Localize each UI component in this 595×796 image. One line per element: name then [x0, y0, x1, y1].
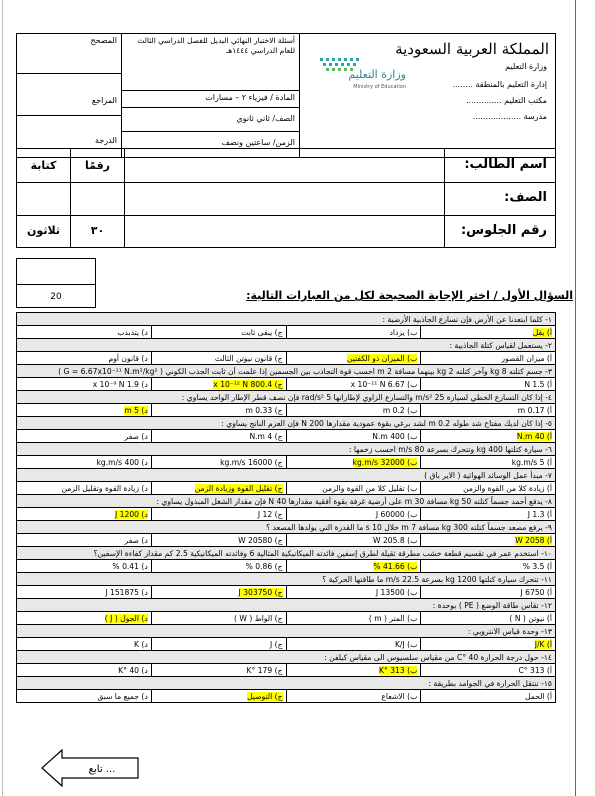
question-row	[17, 651, 556, 664]
exam-year: للعام الدراسي ١٤٤٤هـ	[226, 46, 295, 55]
option-text: ج) 12 J	[257, 509, 283, 519]
option-text: د) صفر	[124, 535, 148, 545]
option-text: د) 1.9 x 10⁻⁹ N	[92, 379, 148, 389]
digits-header: رقمًا	[71, 149, 125, 182]
student-info-box	[16, 148, 556, 248]
question-row	[17, 469, 556, 482]
option-text: ب) 205.8 W	[373, 535, 418, 545]
school-line: مدرسة ...................	[472, 112, 547, 121]
option-text: ب) الاشعاع	[381, 691, 418, 701]
option-text: ب) 13500 J	[375, 587, 418, 597]
highlighted-answer: د) الجول ( J )	[104, 613, 148, 623]
class-cell	[122, 108, 299, 132]
page-edge-right	[575, 0, 576, 796]
name-field[interactable]	[125, 149, 445, 182]
question-text: ٣- جسم كتلته 8 kg وآخر كتلته 2 kg بينهما مسافة 2 m احسب قوة التجاذب بين الجسمين إذا علمت أن ثابت الجذب الكوني ( G = 6.67x10⁻¹¹ N.m²/kg² )	[17, 365, 556, 378]
question-text: ١٢- تقاس طاقة الوضع ( PE ) بوحدة :	[17, 599, 556, 612]
question-text: ١١- تتحرك سيارة كتلتها 1200 kg بسرعة 22.5 m/s ما طاقتها الحركية ؟	[17, 573, 556, 586]
answer-option[interactable]	[151, 378, 286, 391]
question-row	[17, 547, 556, 560]
answer-option[interactable]	[421, 352, 556, 365]
option-text: أ) 1.5 N	[524, 379, 552, 389]
question-row	[17, 521, 556, 534]
answer-option[interactable]	[151, 404, 286, 417]
logo-english-text: Ministry of Education	[353, 84, 406, 90]
answer-option[interactable]	[421, 430, 556, 443]
answer-option[interactable]	[421, 508, 556, 521]
seat-field[interactable]	[125, 215, 445, 247]
question-row	[17, 391, 556, 404]
question-row	[17, 443, 556, 456]
answer-option[interactable]	[421, 482, 556, 495]
ministry-line: وزارة التعليم	[505, 62, 547, 71]
question-text: ٢- يستعمل لقياس كتلة الجاذبية :	[17, 339, 556, 352]
highlighted-answer: ب) 41.66 %	[373, 561, 418, 571]
office-line: مكتب التعليم ..............	[466, 96, 547, 105]
answer-option[interactable]	[286, 326, 421, 339]
answer-option[interactable]	[151, 690, 286, 703]
corrector-cell	[17, 34, 121, 74]
question-text: ٦- سيارة كتلتها 400 kg وتتحرك بسرعة 80 m/s احسب زخمها :	[17, 443, 556, 456]
corrector-label: المصحح	[90, 36, 117, 45]
answer-option[interactable]	[286, 612, 421, 625]
answer-options-row	[17, 326, 556, 339]
answer-options-row	[17, 404, 556, 417]
reviewer-cell	[17, 74, 121, 116]
digits-blank	[71, 182, 125, 215]
answer-options-row	[17, 534, 556, 547]
answer-option[interactable]	[17, 586, 152, 599]
option-text: ب) 6.67 x 10⁻¹¹ N	[350, 379, 418, 389]
answer-option[interactable]	[17, 378, 152, 391]
words-header: كتابة	[17, 149, 71, 182]
answer-option[interactable]	[151, 612, 286, 625]
question-row	[17, 313, 556, 326]
highlighted-answer: د) 1200 J	[114, 509, 148, 519]
answer-options-row	[17, 508, 556, 521]
option-text: د) قانون أوم	[108, 353, 148, 363]
answer-option[interactable]	[151, 534, 286, 547]
questions-table	[16, 312, 556, 703]
question-text: ٩- يرفع مصعد جسماً كتلته 300 kg مسافة 7 m خلال 10 s ما القدرة التي يولدها المصعد ؟	[17, 521, 556, 534]
option-text: ج) الواط ( W )	[234, 613, 283, 623]
highlighted-answer: ج) تقليل القوة وزيادة الزمن	[194, 483, 283, 493]
answer-option[interactable]	[421, 638, 556, 651]
answer-option[interactable]	[17, 482, 152, 495]
answer-option[interactable]	[286, 534, 421, 547]
highlighted-answer: أ) يقل	[532, 327, 552, 337]
question-text: ١٥- تنتقل الحرارة في الجوامد بطريقة :	[17, 677, 556, 690]
highlighted-answer: ب) 32000 kg.m/s	[352, 457, 418, 467]
header-exam-info	[122, 34, 300, 157]
highlighted-answer: أ) J/K	[534, 639, 552, 649]
highlighted-answer: ج) 303750 J	[238, 587, 283, 597]
option-text: د) زيادة القوة وتقليل الزمن	[61, 483, 148, 493]
option-text: ج) 179 °K	[246, 665, 283, 675]
option-text: أ) 1.3 J	[527, 509, 552, 519]
option-text: أ) 6750 J	[520, 587, 552, 597]
option-text: د) جميع ما سبق	[97, 691, 148, 701]
option-text: د) صفر	[124, 431, 148, 441]
highlighted-answer: أ) 40 N.m	[516, 431, 552, 441]
answer-options-row	[17, 586, 556, 599]
option-text: د) 0.41 %	[112, 561, 148, 571]
highlighted-answer: ج) 800.4 x 10⁻¹² N	[213, 379, 283, 389]
answer-option[interactable]	[421, 664, 556, 677]
header-grading-column	[17, 34, 122, 157]
answer-option[interactable]	[151, 482, 286, 495]
header-ministry	[300, 34, 555, 157]
answer-option[interactable]	[17, 612, 152, 625]
exam-header	[16, 33, 556, 158]
answer-option[interactable]	[17, 430, 152, 443]
answer-option[interactable]	[421, 612, 556, 625]
answer-options-row	[17, 638, 556, 651]
question-row	[17, 625, 556, 638]
exam-title-cell	[122, 34, 299, 74]
answer-option[interactable]	[421, 690, 556, 703]
answer-option[interactable]	[17, 638, 152, 651]
option-text: د) 400 kg.m/s	[96, 457, 148, 467]
question-text: ١٣- وحدة قياس الانتروبي :	[17, 625, 556, 638]
student-seat-row	[17, 215, 555, 247]
answer-option[interactable]	[286, 378, 421, 391]
question-text: ١٠- استخدم عمر في تقسيم قطعة خشب مطرقة ثقيلة لطرق إسفين فائدته الميكانيكية المثالية 6 وفائدته الميكانيكية 2.5 كم مقدار كفاءة الإسفين؟	[17, 547, 556, 560]
question-row	[17, 495, 556, 508]
option-text: د) يتذبذب	[117, 327, 148, 337]
answer-option[interactable]	[421, 326, 556, 339]
answer-option[interactable]	[151, 430, 286, 443]
class-label: الصف/ ثاني ثانوي	[236, 114, 295, 123]
option-text: ب) المتر ( m )	[368, 613, 418, 623]
answer-option[interactable]	[17, 326, 152, 339]
option-text: ج) 0.33 m	[245, 405, 283, 415]
option-text: ب) 60000 J	[375, 509, 418, 519]
answer-options-row	[17, 690, 556, 703]
option-text: ج) 16000 kg.m/s	[220, 457, 283, 467]
question-row	[17, 599, 556, 612]
option-text: ج) 4 N.m	[249, 431, 283, 441]
student-class-label: الصف:	[504, 190, 547, 205]
department-line: إدارة التعليم بالمنطقة ........	[452, 80, 547, 89]
question-text: ١٤- حول درجة الحرارة 40 °C من مقياس سلسيوس الى مقياس كيلفن :	[17, 651, 556, 664]
answer-options-row	[17, 456, 556, 469]
answer-options-row	[17, 560, 556, 573]
student-name-label: اسم الطالب:	[464, 157, 547, 172]
seat-number-label: رقم الجلوس:	[460, 223, 547, 238]
answer-options-row	[17, 612, 556, 625]
option-text: أ) 3.5 %	[522, 561, 552, 571]
option-text: ب) تقليل كلا من القوة والزمن	[322, 483, 418, 493]
grade-in-digits: ٣٠	[71, 215, 125, 247]
highlighted-answer: أ) 2058 W	[515, 535, 552, 545]
answer-option[interactable]	[421, 456, 556, 469]
option-text: د) 151875 J	[105, 587, 148, 597]
answer-option[interactable]	[286, 690, 421, 703]
answer-option[interactable]	[151, 560, 286, 573]
answer-options-row	[17, 430, 556, 443]
option-text: أ) نيوتن ( N )	[509, 613, 552, 623]
answer-option[interactable]	[151, 508, 286, 521]
option-text: ب) 400 N.m	[372, 431, 418, 441]
score-total: 20	[50, 292, 62, 302]
answer-option[interactable]	[17, 456, 152, 469]
highlighted-answer: ب) 313 °K	[379, 665, 418, 675]
option-text: أ) 313 °C	[518, 665, 552, 675]
highlighted-answer: ج) التوصيل	[247, 691, 283, 701]
grade-in-words: ثلاثون	[17, 215, 71, 247]
answer-option[interactable]	[17, 560, 152, 573]
question-text: ٤- إذا كان التسارع الخطي لسيارة 25 m/s² والتسارع الزاوي لإطاراتها 5 rad/s² فإن نصف قطر الإطار الواحد يساوي :	[17, 391, 556, 404]
answer-option[interactable]	[151, 456, 286, 469]
option-text: أ) 0.17 m	[517, 405, 552, 415]
words-blank	[17, 182, 71, 215]
continue-label: تابع ...	[88, 764, 116, 775]
option-text: د) K	[134, 639, 148, 649]
answer-options-row	[17, 378, 556, 391]
answer-option[interactable]	[286, 430, 421, 443]
answer-option[interactable]	[17, 508, 152, 521]
answer-option[interactable]	[421, 534, 556, 547]
question-text: ٨- يدفع أحمد جسماً كتلته 50 kg مسافة 30 m على أرضية غرفة بقوة أفقية مقدارها 40 N فإن مقدار الشغل المبذول يساوي :	[17, 495, 556, 508]
question-text: ٥- إذا كان لديك مفتاح شد طوله 0.2 m لشد برغي بقوة عمودية مقدارها 200 N فإن العزم الناتج يساوي :	[17, 417, 556, 430]
score-earned-cell	[17, 259, 95, 285]
option-text: أ) ميزان القصور	[501, 353, 552, 363]
answer-option[interactable]	[286, 508, 421, 521]
answer-option[interactable]	[286, 664, 421, 677]
question-row	[17, 677, 556, 690]
grade-label: الدرجة	[95, 136, 117, 145]
option-text: ب) K/J	[394, 639, 418, 649]
answer-options-row	[17, 482, 556, 495]
option-text: أ) 5 kg.m/s	[511, 457, 552, 467]
question-row	[17, 365, 556, 378]
ministry-of-education-logo	[310, 52, 410, 92]
question-one-title: السؤال الأول / اختر الإجابة الصحيحة لكل من العبارات التالية:	[246, 289, 573, 302]
question-score-box	[16, 258, 96, 308]
answer-option[interactable]	[421, 378, 556, 391]
answer-option[interactable]	[151, 352, 286, 365]
answer-option[interactable]	[286, 456, 421, 469]
answer-option[interactable]	[286, 560, 421, 573]
option-text: ب) يزداد	[389, 327, 418, 337]
answer-option[interactable]	[286, 638, 421, 651]
continue-arrow-icon	[40, 748, 140, 788]
option-text: ب) 0.2 m	[382, 405, 418, 415]
answer-option[interactable]	[151, 638, 286, 651]
option-text: أ) الحمل	[525, 691, 552, 701]
highlighted-answer: د) 5 m	[124, 405, 148, 415]
option-text: ج) J	[269, 639, 283, 649]
option-text: أ) زيادة كلا من القوة والزمن	[463, 483, 552, 493]
answer-option[interactable]	[17, 352, 152, 365]
answer-option[interactable]	[151, 664, 286, 677]
kingdom-title: المملكة العربية السعودية	[395, 40, 549, 58]
subject-label: المادة / فيزياء ٢ – مسارات	[205, 93, 295, 102]
option-text: ج) يبقى ثابت	[241, 327, 283, 337]
option-text: ج) 20580 W	[238, 535, 283, 545]
answer-option[interactable]	[17, 404, 152, 417]
student-class-row	[17, 182, 555, 216]
class-field[interactable]	[125, 182, 445, 215]
option-text: ج) 0.86 %	[245, 561, 283, 571]
question-row	[17, 417, 556, 430]
answer-option[interactable]	[17, 690, 152, 703]
answer-option[interactable]	[421, 404, 556, 417]
answer-option[interactable]	[151, 586, 286, 599]
page-edge-left	[2, 0, 3, 796]
option-text: د) 40 °K	[118, 665, 148, 675]
reviewer-label: المراجع	[91, 96, 117, 105]
answer-option[interactable]	[286, 482, 421, 495]
answer-option[interactable]	[286, 586, 421, 599]
exam-title: أسئلة الاختبار النهائي البديل للفصل الدراسي الثالث	[137, 36, 295, 45]
answer-option[interactable]	[286, 404, 421, 417]
logo-arabic-text: وزارة التعليم	[348, 68, 406, 81]
answer-option[interactable]	[151, 326, 286, 339]
highlighted-answer: ب) الميزان ذو الكفتين	[347, 353, 418, 363]
answer-option[interactable]	[421, 560, 556, 573]
answer-option[interactable]	[286, 352, 421, 365]
answer-options-row	[17, 352, 556, 365]
student-name-row	[17, 149, 555, 183]
question-text: ١- كلما ابتعدنا عن الأرض فإن تسارع الجاذبية الأرضية :	[17, 313, 556, 326]
time-label: الزمن/ ساعتين ونصف	[221, 138, 295, 147]
question-row	[17, 339, 556, 352]
answer-option[interactable]	[17, 534, 152, 547]
question-text: ٧- مبدأ عمل الوسائد الهوائية ( الاير باق )	[17, 469, 556, 482]
answer-option[interactable]	[421, 586, 556, 599]
subject-cell	[122, 90, 299, 108]
option-text: ج) قانون نيوتن الثالث	[214, 353, 283, 363]
answer-options-row	[17, 664, 556, 677]
answer-option[interactable]	[17, 664, 152, 677]
question-row	[17, 573, 556, 586]
